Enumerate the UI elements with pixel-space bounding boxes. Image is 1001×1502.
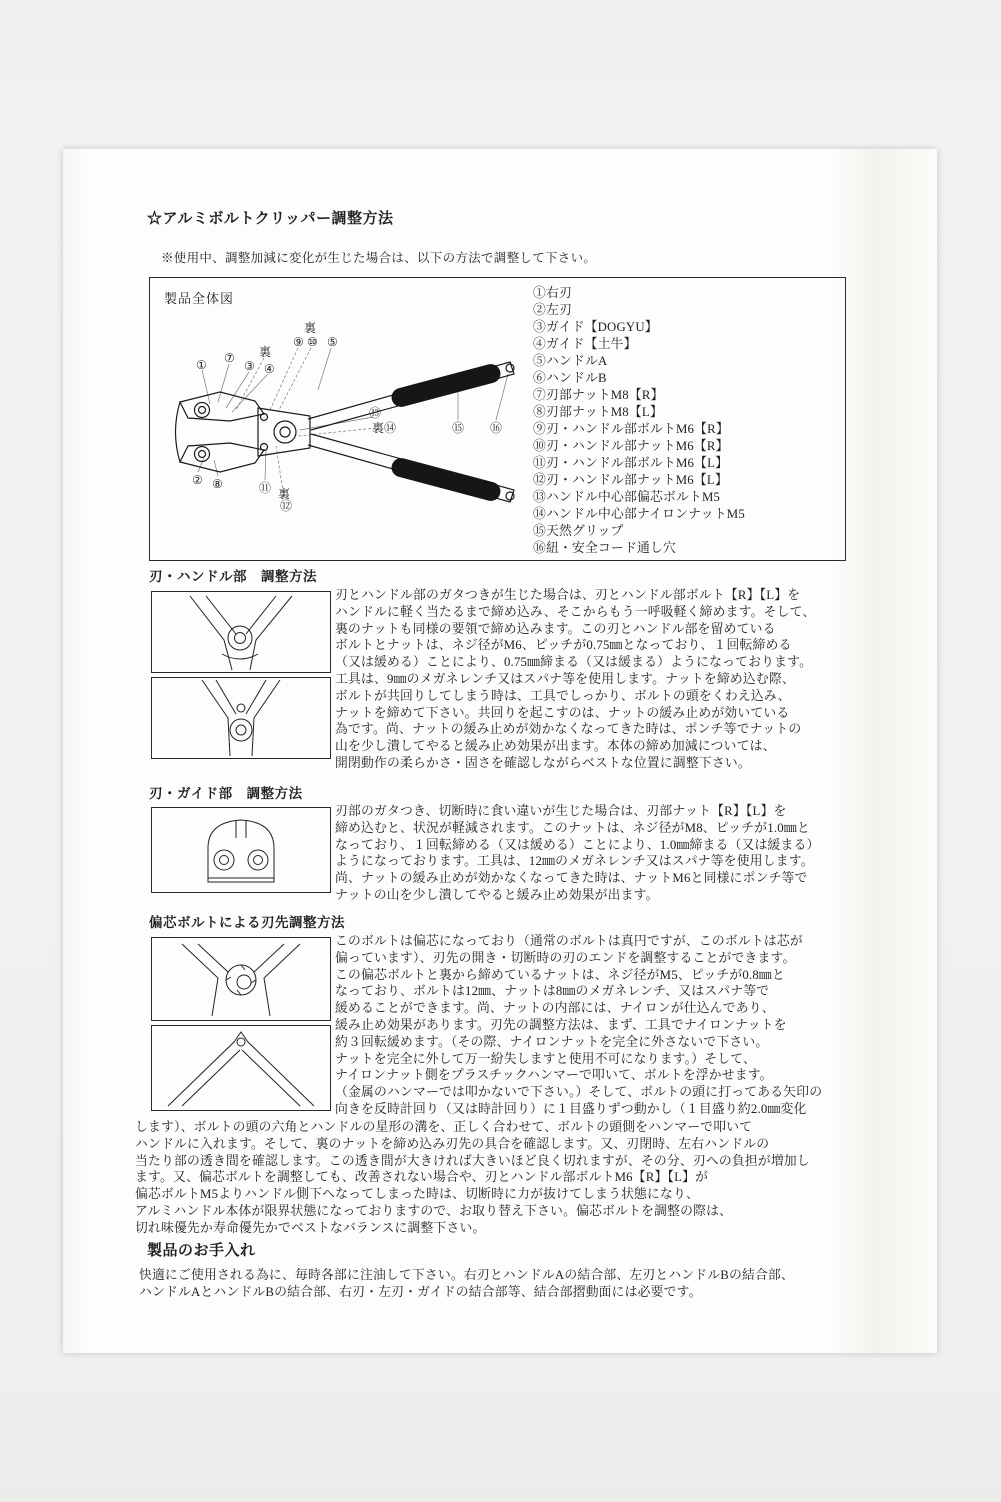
blade-guide-illustration (152, 808, 330, 892)
blade-handle-joint-back-illustration (152, 678, 330, 758)
overview-box-label: 製品全体図 (164, 291, 235, 306)
text-line: 工具は、9㎜のメガネレンチ又はスパナ等を使用します。ナットを締め込む際、 (335, 671, 795, 686)
text-line: 尚、ナットの緩み止めが効かなくなってきた時は、ナットM6と同様にポンチ等で (335, 871, 808, 886)
text-line: 偏芯ボルトM5よりハンドル側下へなってしまった時は、切断時に力が抜けてしまう状態になり、 (135, 1187, 700, 1202)
text-line: 当たり部の透き間を確認します。この透き間が大きければ大きいほど良く切れますが、その分、刃への負担が増加し (135, 1153, 810, 1168)
text-line: このボルトは偏芯になっており（通常のボルトは真円ですが、このボルトは芯が (335, 934, 803, 948)
diagram-callout: ⑦ (224, 351, 235, 365)
parts-list-item: ⑦刃部ナットM8【R】 (533, 388, 664, 402)
parts-list-item: ⑬ハンドル中心部偏芯ボルトM5 (533, 490, 721, 504)
text-line: 締め込むと、状況が軽減されます。このナットは、ネジ径がM8、ピッチが1.0㎜と (335, 820, 810, 835)
clipper-diagram (158, 322, 540, 554)
parts-list-item: ⑤ハンドルA (533, 354, 608, 368)
diagram-callout: ④ (264, 362, 275, 376)
parts-list-item: ①右刃 (533, 286, 572, 300)
diagram-callout: ⑩ (307, 335, 318, 349)
diagram-callout: ⑨ (293, 335, 304, 349)
text-line: 切れ味優先か寿命優先かでベストなバランスに調整下さい。 (135, 1220, 486, 1235)
diagram-callout: 裏 (304, 321, 317, 335)
parts-list-item: ⑧刃部ナットM8【L】 (533, 405, 663, 419)
diagram-callout: 裏 (259, 345, 272, 359)
parts-list-item: ⑭ハンドル中心部ナイロンナットM5 (533, 507, 745, 521)
diagram-callout: ⑮ (452, 421, 465, 435)
text-line: します）、ボルトの頭の六角とハンドルの星形の溝を、正しく合わせて、ボルトの頭側をハンマーで叩いて (135, 1120, 753, 1134)
product-overview-box (149, 277, 846, 561)
parts-list-item: ⑨刃・ハンドル部ボルトM6【R】 (533, 422, 729, 436)
diagram-callout: ③ (244, 359, 255, 373)
diagram-callout: 裏⑭ (372, 421, 397, 435)
text-line: ボルトとナットは、ネジ径がM6、ピッチが0.75㎜となっており、１回転締める (335, 638, 792, 653)
text-line: 裏のナットも同様の要領で締め込みます。この刃とハンドル部を留めている (335, 621, 776, 636)
parts-list-item: ⑮天然グリップ (533, 524, 624, 538)
section-heading-eccentric-bolt: 偏芯ボルトによる刃先調整方法 (149, 915, 345, 930)
diagram-callout: ⑫ (280, 499, 293, 513)
text-line: ボルトが共回りしてしまう時は、工具でしっかり、ボルトの頭をくわえ込み、 (335, 688, 791, 703)
handle-gap-illustration (152, 1026, 330, 1110)
blade-guide-instructions (335, 803, 819, 904)
text-line: 刃部のガタつき、切断時に食い違いが生じた場合は、刃部ナット【R】【L】を (335, 804, 787, 818)
text-line: ナットを完全に外して万一紛失しますと使用不可になります。）そして、 (335, 1051, 756, 1066)
blade-handle-instructions (335, 587, 815, 772)
text-line: 開閉動作の柔らかさ・固さを確認しながらベストな位置に調整下さい。 (335, 755, 751, 770)
text-line: アルミハンドル本体が限界状態になっておりますので、お取り替え下さい。偏芯ボルトを調整の際は、 (135, 1203, 733, 1218)
text-line: 山を少し潰してやると緩み止め効果が出ます。本体の締め加減については、 (335, 739, 776, 754)
text-line: 快適にご使用される為に、毎時各部に注油して下さい。右刃とハンドルAの結合部、左刃とハンドルBの結合部、 (139, 1268, 795, 1282)
diagram-callout: ⑯ (490, 421, 503, 435)
parts-list-item: ⑥ハンドルB (533, 371, 607, 385)
parts-list-item: ②左刃 (533, 303, 572, 317)
diagram-callout: 裏 (278, 487, 291, 501)
parts-list-item: ④ガイド【土牛】 (533, 337, 637, 351)
text-line: ハンドルAとハンドルBの結合部、右刃・左刃・ガイドの結合部等、結合部摺動面には必要です。 (139, 1284, 702, 1299)
text-line: 約３回転緩めます。（その際、ナイロンナットを完全に外さないで下さい。 (335, 1034, 769, 1049)
text-line: 緩み止め効果があります。刃先の調整方法は、まず、工具でナイロンナットを (335, 1017, 787, 1032)
section-heading-blade-guide: 刃・ガイド部 調整方法 (149, 786, 303, 801)
text-line: なっており、ボルトは12㎜、ナットは8㎜のメガネレンチ、又はスパナ等で (335, 984, 770, 999)
text-line: ナットを締めて下さい。共回りを起こすのは、ナットの緩み止めが効いている (335, 705, 790, 720)
eccentric-bolt-instructions (335, 933, 822, 1118)
text-line: ナットの山を少し潰してやると緩み止め効果が出ます。 (335, 887, 659, 902)
diagram-callout: ② (192, 473, 203, 487)
text-line: なっており、１回転締める（又は緩める）ことにより、1.0㎜締まる（又は緩まる） (335, 837, 820, 852)
text-line: ようになっております。工具は、12㎜のメガネレンチ又はスパナ等を使用します。 (335, 854, 814, 869)
text-line: （金属のハンマーでは叩かないで下さい。）そして、ボルトの頭に打ってある矢印の (335, 1085, 823, 1100)
figure-blade-handle-back (151, 677, 331, 759)
eccentric-bolt-instructions-continued (135, 1119, 810, 1237)
parts-list-item: ⑯紐・安全コード通し穴 (533, 541, 676, 555)
bolt-clipper-illustration (158, 322, 540, 554)
text-line: 為です。尚、ナットの緩み止めが効かなくなってきた時は、ポンチ等でナットの (335, 722, 802, 737)
text-line: 緩めることができます。尚、ナットの内部には、ナイロンが仕込んであり、 (335, 1001, 775, 1016)
document-page (63, 149, 937, 1353)
text-line: ハンドルに入れます。そして、裏のナットを締め込み刃先の具合を確認します。又、刃閉時、左右ハンドルの (135, 1136, 770, 1151)
text-line: ハンドルに軽く当たるまで締め込み、そこからもう一呼吸軽く締めます。そして、 (335, 604, 816, 619)
text-line: 向きを反時計回り（又は時計回り）に１目盛りずつ動かし（１目盛り約2.0㎜変化 (335, 1101, 807, 1116)
section-heading-blade-handle: 刃・ハンドル部 調整方法 (149, 569, 317, 584)
diagram-callout: ⑪ (259, 481, 272, 495)
parts-list-item: ⑫刃・ハンドル部ナットM6【L】 (533, 473, 728, 487)
text-line: 刃とハンドル部のガタつきが生じた場合は、刃とハンドル部ボルト【R】【L】を (335, 588, 801, 602)
diagram-callout: ⑬ (369, 406, 382, 420)
diagram-callout: ⑤ (327, 335, 338, 349)
text-line: 偏っています）、刃先の開き・切断時の刃のエンドを調整することができます。 (335, 950, 796, 965)
diagram-callout: ⑧ (212, 477, 223, 491)
section-heading-product-care: 製品のお手入れ (147, 1243, 256, 1259)
parts-list-item: ③ガイド【DOGYU】 (533, 320, 658, 334)
text-line: （又は緩める）ことにより、0.75㎜締まる（又は緩まる）ようになっております。 (335, 655, 813, 670)
blade-handle-joint-illustration (152, 592, 330, 672)
text-line: この偏芯ボルトと裏から締めているナットは、ネジ径がM5、ピッチが0.8㎜と (335, 967, 785, 982)
usage-notice: ※使用中、調整加減に変化が生じた場合は、以下の方法で調整して下さい。 (161, 251, 597, 265)
figure-eccentric-bolt (151, 937, 331, 1021)
parts-list (533, 285, 745, 557)
page-title: ☆アルミボルトクリッパー調整方法 (147, 211, 394, 227)
figure-blade-handle-front (151, 591, 331, 673)
figure-handle-gap (151, 1025, 331, 1111)
figure-blade-guide (151, 807, 331, 893)
parts-list-item: ⑩刃・ハンドル部ナットM6【R】 (533, 439, 729, 453)
parts-list-item: ⑪刃・ハンドル部ボルトM6【L】 (533, 456, 729, 470)
text-line: ます。又、偏芯ボルトを調整しても、改善されない場合や、刃とハンドル部ボルトM6【R】【L】が (135, 1170, 709, 1185)
product-care-instructions (139, 1267, 794, 1301)
diagram-callout: ① (196, 358, 207, 372)
eccentric-bolt-illustration (152, 938, 330, 1020)
text-line: ナイロンナット側をプラスチックハンマーで叩いて、ボルトを浮かせます。 (335, 1068, 773, 1083)
